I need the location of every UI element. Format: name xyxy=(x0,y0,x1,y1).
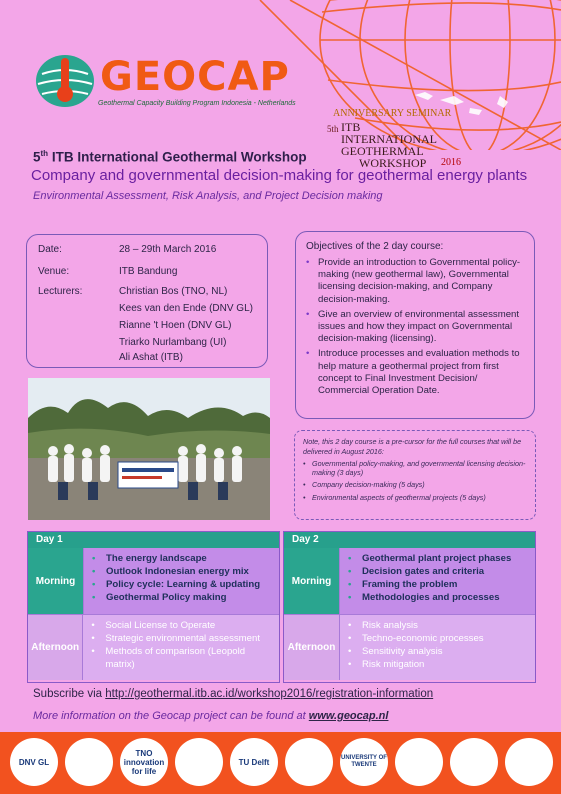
course-info-box xyxy=(26,234,268,368)
bullet-icon: • xyxy=(91,646,95,657)
lecturer-5: Ali Ashat (ITB) xyxy=(119,352,183,363)
day1-header: Day 1 xyxy=(28,532,279,548)
morning-label: Morning xyxy=(28,548,84,614)
session-item: • Social License to Operate xyxy=(91,620,216,631)
partner-logo-2 xyxy=(65,738,113,786)
session-item: • Methods of comparison (Leopold matrix) xyxy=(91,646,246,670)
bullet-icon: • xyxy=(348,633,352,644)
partner-logo-8 xyxy=(395,738,443,786)
bullet-icon: • xyxy=(348,646,352,657)
course-subtitle: Company and governmental decision-making for geothermal energy plants xyxy=(31,167,528,184)
session-item: • Techno-economic processes xyxy=(348,633,484,644)
more-info-line: More information on the Geocap project can be found at www.geocap.nl xyxy=(33,710,389,722)
partner-logo-6 xyxy=(285,738,333,786)
venue-label: Venue: xyxy=(38,266,70,277)
geocap-logo-text: GEOCAP xyxy=(100,54,290,100)
lecturer-4: Triarko Nurlambang (UI) xyxy=(119,337,227,348)
lecturer-1: Christian Bos (TNO, NL) xyxy=(119,286,228,297)
bullet-icon: • xyxy=(348,566,352,577)
bullet-icon: • xyxy=(91,633,95,644)
date-value: 28 – 29th March 2016 xyxy=(119,244,217,255)
day1-schedule-table xyxy=(27,531,280,683)
objectives-title: Objectives of the 2 day course: xyxy=(306,241,444,252)
bullet-icon: • xyxy=(92,579,96,590)
group-photo xyxy=(28,378,270,520)
badge-line-1: ITB xyxy=(341,120,361,134)
badge-line-4: WORKSHOP xyxy=(359,156,427,170)
afternoon-label: Afternoon xyxy=(28,615,83,680)
objectives-box xyxy=(295,231,535,419)
objective-item: • Introduce processes and evaluation methods to help mature a geothermal project from first concept to Final Investment Decision/ Commercial Operation Date. xyxy=(306,348,520,397)
note-item: • Environmental aspects of geothermal projects (5 days) xyxy=(303,492,486,502)
bullet-icon: • xyxy=(303,459,306,468)
bullet-icon: • xyxy=(92,553,96,564)
workshop-title: 5th ITB International Geothermal Workshop xyxy=(33,149,307,165)
logo-tagline: Geothermal Capacity Building Program Indonesia - Netherlands xyxy=(98,100,296,107)
bullet-icon: • xyxy=(348,553,352,564)
day2-morning-row xyxy=(284,548,535,614)
bullet-icon: • xyxy=(306,348,310,360)
partner-logo-4 xyxy=(175,738,223,786)
bullet-icon: • xyxy=(348,592,352,603)
bullet-icon: • xyxy=(348,579,352,590)
lecturer-3: Rianne 't Hoen (DNV GL) xyxy=(119,320,232,331)
date-label: Date: xyxy=(38,244,62,255)
note-item: • Company decision-making (5 days) xyxy=(303,480,425,490)
day2-afternoon-row xyxy=(284,614,535,680)
objective-item: • Give an overview of environmental assessment issues and how they impact on Governmental decision-making (licensing). xyxy=(306,308,520,345)
session-item: • Policy cycle: Learning & updating xyxy=(92,579,261,590)
bullet-icon: • xyxy=(303,492,306,502)
bullet-icon: • xyxy=(306,257,310,268)
note-item: • Governmental policy-making, and governmental licensing decision-making (3 days) xyxy=(303,459,526,478)
partner-logo-twente: UNIVERSITY OF TWENTE xyxy=(340,738,388,786)
session-item: • Decision gates and criteria xyxy=(348,566,485,577)
partner-logo-tno: TNO innovation for life xyxy=(120,738,168,786)
session-item: • Risk mitigation xyxy=(348,659,425,670)
session-item: • Geothermal Policy making xyxy=(92,592,227,603)
geocap-logo-icon xyxy=(34,52,96,110)
day1-morning-row xyxy=(28,548,279,614)
session-item: • Methodologies and processes xyxy=(348,592,500,603)
partner-logos-strip xyxy=(0,732,561,794)
session-item: • Geothermal plant project phases xyxy=(348,553,512,564)
course-tagline: Environmental Assessment, Risk Analysis, and Project Decision making xyxy=(33,190,383,202)
partner-logo-9 xyxy=(450,738,498,786)
geocap-website-link[interactable]: www.geocap.nl xyxy=(308,710,389,722)
session-item: • Outlook Indonesian energy mix xyxy=(92,566,249,577)
afternoon-label: Afternoon xyxy=(284,615,340,680)
badge-year: 2016 xyxy=(441,157,461,168)
venue-value: ITB Bandung xyxy=(119,266,178,277)
bullet-icon: • xyxy=(348,620,352,631)
partner-logo-10 xyxy=(505,738,553,786)
bullet-icon: • xyxy=(303,480,306,490)
registration-link[interactable]: http://geothermal.itb.ac.id/workshop2016/registration-information xyxy=(105,688,434,700)
partner-logo-dnv-gl: DNV GL xyxy=(10,738,58,786)
day2-header: Day 2 xyxy=(284,532,535,548)
badge-ordinal: 5th xyxy=(327,124,339,134)
bullet-icon: • xyxy=(92,566,96,577)
session-item: • The energy landscape xyxy=(92,553,207,564)
lecturers-label: Lecturers: xyxy=(38,286,83,297)
globe-decoration xyxy=(250,0,561,150)
bullet-icon: • xyxy=(91,620,95,631)
session-item: • Sensitivity analysis xyxy=(348,646,443,657)
day2-schedule-table xyxy=(283,531,536,683)
session-item: • Risk analysis xyxy=(348,620,418,631)
bullet-icon: • xyxy=(348,659,352,670)
badge-title: ANNIVERSARY SEMINAR xyxy=(333,108,452,119)
day1-afternoon-row xyxy=(28,614,279,680)
badge-line-3: GEOTHERMAL xyxy=(341,144,424,158)
subscribe-line: Subscribe via http://geothermal.itb.ac.id/workshop2016/registration-information xyxy=(33,688,434,700)
bullet-icon: • xyxy=(306,308,310,320)
note-intro: Note, this 2 day course is a pre-cursor for the full courses that will be delivered in August 2016: xyxy=(303,437,522,456)
objective-item: • Provide an introduction to Governmental policy-making (new geothermal law), Governmental licensing decision-making, and Company decision-making. xyxy=(306,257,521,305)
bullet-icon: • xyxy=(92,592,96,603)
session-item: • Strategic environmental assessment xyxy=(91,633,261,644)
partner-logo-tu-delft: TU Delft xyxy=(230,738,278,786)
session-item: • Framing the problem xyxy=(348,579,458,590)
lecturer-2: Kees van den Ende (DNV GL) xyxy=(119,303,253,314)
badge-line-2: INTERNATIONAL xyxy=(341,132,437,146)
morning-label: Morning xyxy=(284,548,340,614)
note-box xyxy=(294,430,536,520)
